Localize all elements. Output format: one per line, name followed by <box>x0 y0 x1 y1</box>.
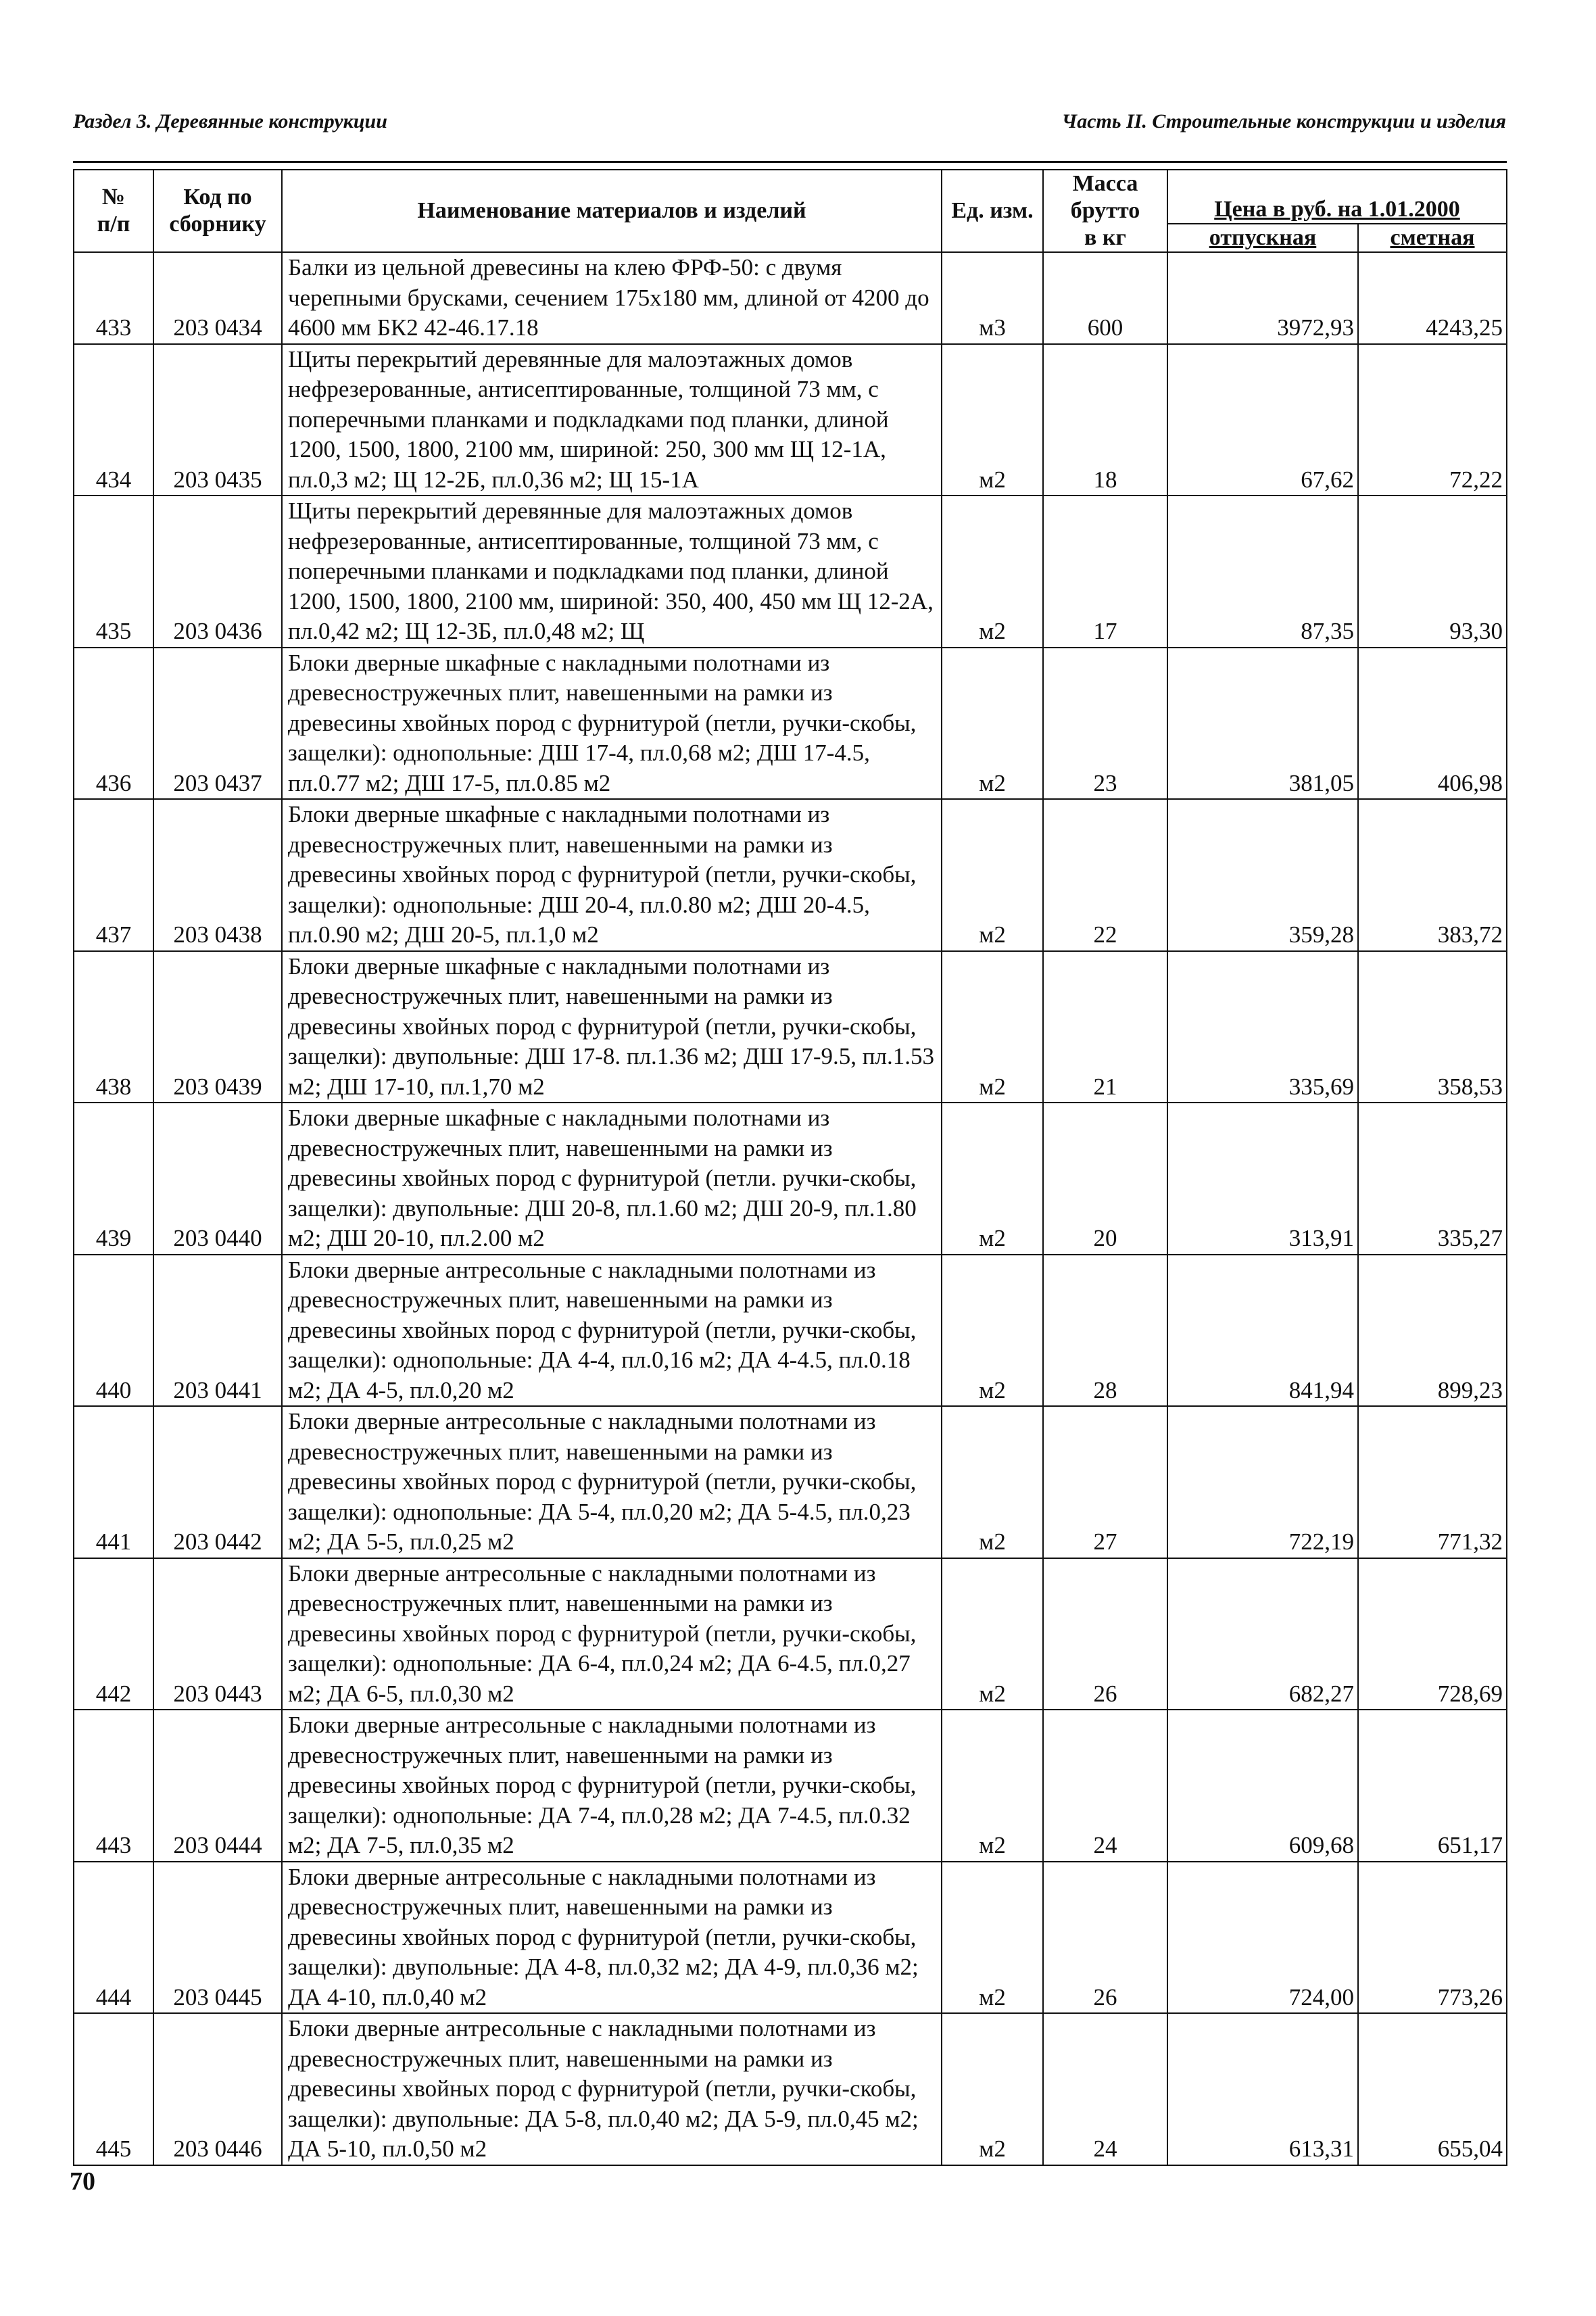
cell-name: Блоки дверные шкафные с накладными полотнами из древесностружечных плит, навешенными на рамки из древесины хвойных пород с фурнитурой (петли. ручки-скобы, защелки): двупольные: ДШ 20-8, пл.1.60 м2; ДШ 20-9, пл.1.80 м2; ДШ 20-10, пл.2.00 м2 <box>282 1103 942 1255</box>
cell-mass: 28 <box>1043 1255 1167 1407</box>
col-header-unit: Ед. изм. <box>942 170 1043 252</box>
cell-code: 203 0439 <box>153 951 282 1103</box>
cell-price-release: 381,05 <box>1167 648 1358 800</box>
cell-price-estimate: 383,72 <box>1358 799 1507 951</box>
table-header <box>74 170 1507 252</box>
cell-num: 436 <box>74 648 153 800</box>
table-row <box>74 1710 1507 1862</box>
cell-code: 203 0434 <box>153 252 282 344</box>
table-row <box>74 344 1507 496</box>
section-header: Раздел 3. Деревянные конструкции <box>73 110 387 132</box>
col-header-price-estimate: сметная <box>1358 224 1507 252</box>
cell-price-release: 682,27 <box>1167 1558 1358 1710</box>
header-rule <box>73 161 1507 163</box>
cell-name: Балки из цельной древесины на клею ФРФ-50: с двумя черепными брусками, сечением 175x180 мм, длиной от 4200 до 4600 мм БК2 42-46.17.18 <box>282 252 942 344</box>
cell-price-release: 3972,93 <box>1167 252 1358 344</box>
cell-num: 435 <box>74 496 153 648</box>
cell-mass: 600 <box>1043 252 1167 344</box>
cell-code: 203 0446 <box>153 2013 282 2165</box>
cell-mass: 23 <box>1043 648 1167 800</box>
cell-price-release: 359,28 <box>1167 799 1358 951</box>
table-row <box>74 1103 1507 1255</box>
cell-code: 203 0444 <box>153 1710 282 1862</box>
cell-unit: м2 <box>942 1406 1043 1558</box>
col-header-price: Цена в руб. на 1.01.2000 <box>1167 170 1507 224</box>
col-header-mass-line3: в кг <box>1084 225 1126 250</box>
cell-code: 203 0437 <box>153 648 282 800</box>
cell-price-estimate: 72,22 <box>1358 344 1507 496</box>
cell-name: Блоки дверные антресольные с накладными полотнами из древесностружечных плит, навешенными на рамки из древесины хвойных пород с фурнитурой (петли, ручки-скобы, защелки): однопольные: ДА 7-4, пл.0,28 м2; ДА 7-4.5, пл.0.32 м2; ДА 7-5, пл.0,35 м2 <box>282 1710 942 1862</box>
cell-unit: м2 <box>942 1103 1043 1255</box>
cell-unit: м2 <box>942 1710 1043 1862</box>
table-row <box>74 1406 1507 1558</box>
cell-num: 440 <box>74 1255 153 1407</box>
cell-unit: м2 <box>942 648 1043 800</box>
cell-mass: 26 <box>1043 1558 1167 1710</box>
cell-mass: 24 <box>1043 2013 1167 2165</box>
col-header-num-line2: п/п <box>97 212 130 237</box>
cell-price-release: 613,31 <box>1167 2013 1358 2165</box>
cell-price-release: 87,35 <box>1167 496 1358 648</box>
cell-name: Щиты перекрытий деревянные для малоэтажных домов нефрезерованные, антисептированные, толщиной 73 мм, с поперечными планками и подкладками под планки, длиной 1200, 1500, 1800, 2100 мм, шириной: 350, 400, 450 мм Щ 12-2А, пл.0,42 м2; Щ 12-3Б, пл.0,48 м2; Щ <box>282 496 942 648</box>
cell-num: 439 <box>74 1103 153 1255</box>
cell-price-estimate: 655,04 <box>1358 2013 1507 2165</box>
table-body <box>74 252 1507 2165</box>
cell-name: Блоки дверные антресольные с накладными полотнами из древесностружечных плит, навешенными на рамки из древесины хвойных пород с фурнитурой (петли, ручки-скобы, защелки): двупольные: ДА 5-8, пл.0,40 м2; ДА 5-9, пл.0,45 м2; ДА 5-10, пл.0,50 м2 <box>282 2013 942 2165</box>
cell-name: Блоки дверные антресольные с накладными полотнами из древесностружечных плит, навешенными на рамки из древесины хвойных пород с фурнитурой (петли, ручки-скобы, защелки): однопольные: ДА 4-4, пл.0,16 м2; ДА 4-4.5, пл.0.18 м2; ДА 4-5, пл.0,20 м2 <box>282 1255 942 1407</box>
table-row <box>74 252 1507 344</box>
cell-mass: 21 <box>1043 951 1167 1103</box>
cell-code: 203 0438 <box>153 799 282 951</box>
cell-name: Блоки дверные антресольные с накладными полотнами из древесностружечных плит, навешенными на рамки из древесины хвойных пород с фурнитурой (петли, ручки-скобы, защелки): двупольные: ДА 4-8, пл.0,32 м2; ДА 4-9, пл.0,36 м2; ДА 4-10, пл.0,40 м2 <box>282 1862 942 2014</box>
col-header-code-line2: сборнику <box>169 212 266 237</box>
cell-name: Блоки дверные шкафные с накладными полотнами из древесностружечных плит, навешенными на рамки из древесины хвойных пород с фурнитурой (петли, ручки-скобы, защелки): однопольные: ДШ 20-4, пл.0.80 м2; ДШ 20-4.5, пл.0.90 м2; ДШ 20-5, пл.1,0 м2 <box>282 799 942 951</box>
cell-price-estimate: 335,27 <box>1358 1103 1507 1255</box>
cell-num: 441 <box>74 1406 153 1558</box>
cell-price-release: 724,00 <box>1167 1862 1358 2014</box>
cell-mass: 26 <box>1043 1862 1167 2014</box>
cell-unit: м2 <box>942 344 1043 496</box>
price-table <box>73 169 1507 2166</box>
table-row <box>74 951 1507 1103</box>
cell-price-estimate: 406,98 <box>1358 648 1507 800</box>
cell-unit: м2 <box>942 1558 1043 1710</box>
col-header-mass <box>1043 170 1167 252</box>
table-row <box>74 496 1507 648</box>
cell-name: Блоки дверные антресольные с накладными полотнами из древесностружечных плит, навешенными на рамки из древесины хвойных пород с фурнитурой (петли, ручки-скобы, защелки): однопольные: ДА 6-4, пл.0,24 м2; ДА 6-4.5, пл.0,27 м2; ДА 6-5, пл.0,30 м2 <box>282 1558 942 1710</box>
cell-name: Блоки дверные шкафные с накладными полотнами из древесностружечных плит, навешенными на рамки из древесины хвойных пород с фурнитурой (петли, ручки-скобы, защелки): однопольные: ДШ 17-4, пл.0,68 м2; ДШ 17-4.5, пл.0.77 м2; ДШ 17-5, пл.0.85 м2 <box>282 648 942 800</box>
cell-mass: 22 <box>1043 799 1167 951</box>
cell-price-estimate: 899,23 <box>1358 1255 1507 1407</box>
cell-price-estimate: 651,17 <box>1358 1710 1507 1862</box>
cell-mass: 27 <box>1043 1406 1167 1558</box>
table-row <box>74 1255 1507 1407</box>
table-row <box>74 2013 1507 2165</box>
cell-num: 443 <box>74 1710 153 1862</box>
cell-price-release: 335,69 <box>1167 951 1358 1103</box>
cell-num: 444 <box>74 1862 153 2014</box>
cell-code: 203 0443 <box>153 1558 282 1710</box>
cell-price-release: 722,19 <box>1167 1406 1358 1558</box>
col-header-name: Наименование материалов и изделий <box>282 170 942 252</box>
table-row <box>74 799 1507 951</box>
col-header-price-release: отпускная <box>1167 224 1358 252</box>
cell-price-estimate: 728,69 <box>1358 1558 1507 1710</box>
col-header-mass-line2: брутто <box>1070 198 1140 223</box>
cell-code: 203 0436 <box>153 496 282 648</box>
table-row <box>74 1558 1507 1710</box>
cell-price-estimate: 771,32 <box>1358 1406 1507 1558</box>
cell-code: 203 0440 <box>153 1103 282 1255</box>
table-row <box>74 648 1507 800</box>
cell-price-estimate: 93,30 <box>1358 496 1507 648</box>
cell-code: 203 0435 <box>153 344 282 496</box>
cell-num: 433 <box>74 252 153 344</box>
cell-num: 438 <box>74 951 153 1103</box>
cell-mass: 17 <box>1043 496 1167 648</box>
cell-unit: м2 <box>942 951 1043 1103</box>
cell-unit: м2 <box>942 1255 1043 1407</box>
cell-unit: м2 <box>942 496 1043 648</box>
col-header-num <box>74 170 153 252</box>
cell-unit: м3 <box>942 252 1043 344</box>
cell-num: 434 <box>74 344 153 496</box>
cell-price-release: 609,68 <box>1167 1710 1358 1862</box>
col-header-code <box>153 170 282 252</box>
cell-name: Щиты перекрытий деревянные для малоэтажных домов нефрезерованные, антисептированные, толщиной 73 мм, с поперечными планками и подкладками под планки, длиной 1200, 1500, 1800, 2100 мм, шириной: 250, 300 мм Щ 12-1А, пл.0,3 м2; Щ 12-2Б, пл.0,36 м2; Щ 15-1А <box>282 344 942 496</box>
cell-price-release: 841,94 <box>1167 1255 1358 1407</box>
part-header: Часть II. Строительные конструкции и изделия <box>1061 110 1506 132</box>
col-header-code-line1: Код по <box>183 185 252 210</box>
cell-mass: 20 <box>1043 1103 1167 1255</box>
cell-code: 203 0442 <box>153 1406 282 1558</box>
cell-name: Блоки дверные антресольные с накладными полотнами из древесностружечных плит, навешенными на рамки из древесины хвойных пород с фурнитурой (петли, ручки-скобы, защелки): однопольные: ДА 5-4, пл.0,20 м2; ДА 5-4.5, пл.0,23 м2; ДА 5-5, пл.0,25 м2 <box>282 1406 942 1558</box>
cell-mass: 18 <box>1043 344 1167 496</box>
cell-num: 437 <box>74 799 153 951</box>
cell-num: 442 <box>74 1558 153 1710</box>
cell-price-release: 313,91 <box>1167 1103 1358 1255</box>
cell-code: 203 0441 <box>153 1255 282 1407</box>
cell-price-estimate: 773,26 <box>1358 1862 1507 2014</box>
col-header-mass-line1: Масса <box>1072 171 1138 196</box>
col-header-num-line1: № <box>101 185 126 210</box>
cell-name: Блоки дверные шкафные с накладными полотнами из древесностружечных плит, навешенными на рамки из древесины хвойных пород с фурнитурой (петли, ручки-скобы, защелки): двупольные: ДШ 17-8. пл.1.36 м2; ДШ 17-9.5, пл.1.53 м2; ДШ 17-10, пл.1,70 м2 <box>282 951 942 1103</box>
cell-unit: м2 <box>942 799 1043 951</box>
cell-mass: 24 <box>1043 1710 1167 1862</box>
cell-price-estimate: 4243,25 <box>1358 252 1507 344</box>
cell-unit: м2 <box>942 1862 1043 2014</box>
cell-unit: м2 <box>942 2013 1043 2165</box>
cell-price-release: 67,62 <box>1167 344 1358 496</box>
table-row <box>74 1862 1507 2014</box>
cell-price-estimate: 358,53 <box>1358 951 1507 1103</box>
cell-code: 203 0445 <box>153 1862 282 2014</box>
page-number: 70 <box>70 2167 95 2196</box>
cell-num: 445 <box>74 2013 153 2165</box>
